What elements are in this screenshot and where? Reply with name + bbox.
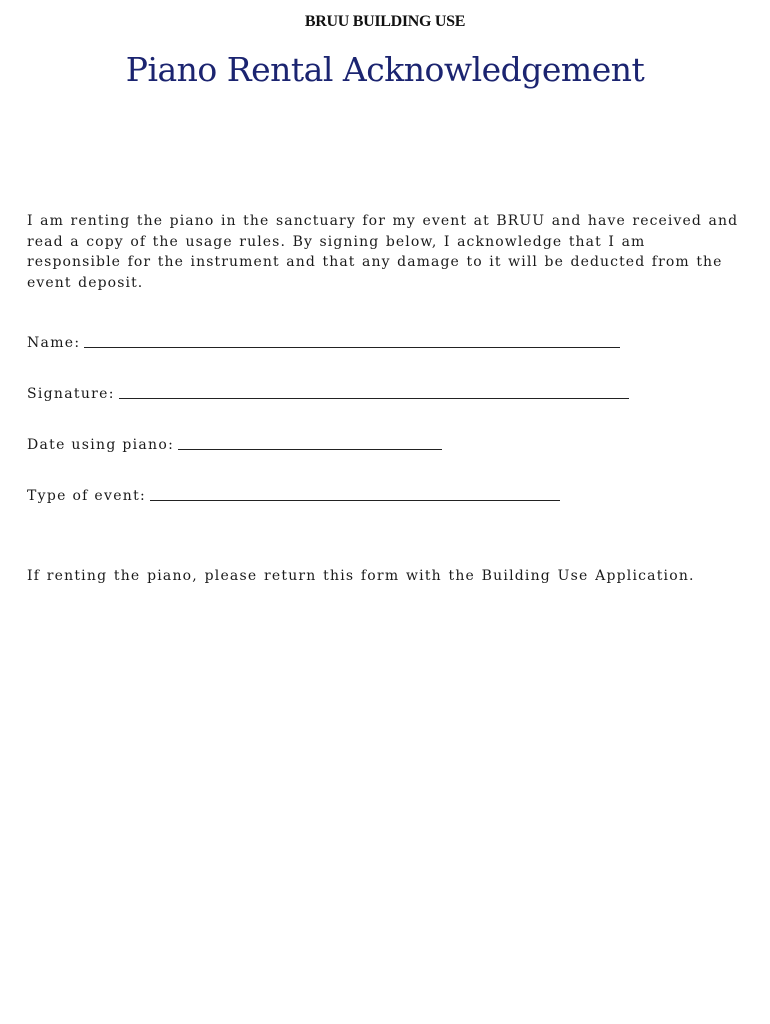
- signature-field[interactable]: [27, 386, 629, 402]
- date-blank-line[interactable]: [178, 437, 442, 450]
- acknowledgement-paragraph: I am renting the piano in the sanctuary for my event at BRUU and have received and read a copy of the usage rules. By signing below, I acknowledge that I am responsible for the instrument and that any damage to it will be deducted from the event deposit.: [27, 213, 739, 291]
- name-blank-line[interactable]: [84, 335, 620, 348]
- name-field[interactable]: [27, 335, 620, 351]
- organization-heading: BRUU BUILDING USE: [304, 13, 466, 30]
- date-using-piano-field[interactable]: [27, 437, 442, 453]
- type-blank-line[interactable]: [150, 488, 560, 501]
- signature-blank-line[interactable]: [119, 386, 629, 399]
- type-label: Type of event:: [27, 488, 147, 504]
- return-instructions: If renting the piano, please return this form with the Building Use Application.: [27, 568, 695, 584]
- document-title: Piano Rental Acknowledgement: [125, 50, 645, 89]
- date-label: Date using piano:: [27, 437, 175, 453]
- type-of-event-field[interactable]: [27, 488, 560, 504]
- signature-label: Signature:: [27, 386, 115, 402]
- name-label: Name:: [27, 335, 81, 351]
